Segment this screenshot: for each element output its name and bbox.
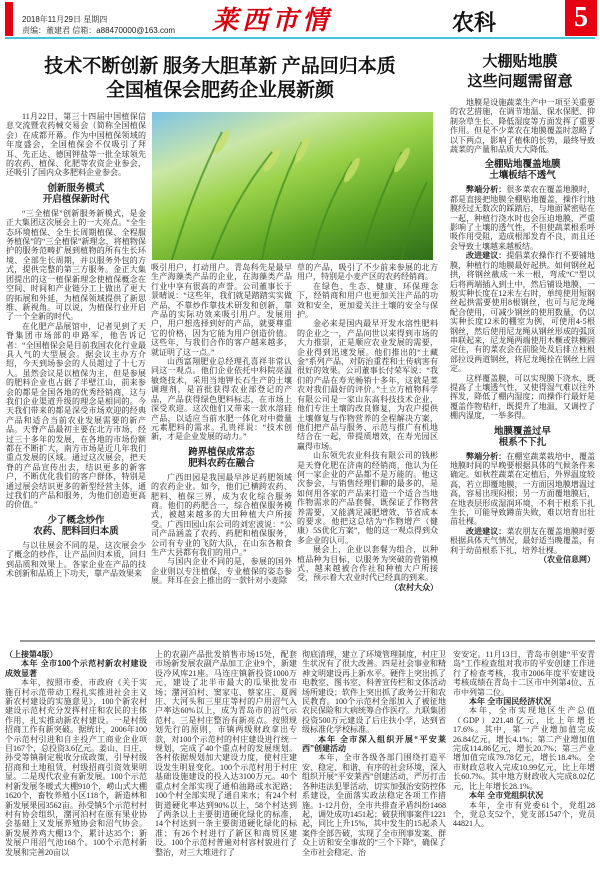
paragraph-lead: 弊端分析： [466, 451, 507, 461]
subheading: 跨界植保成常态 肥料农药在融合 [188, 446, 255, 469]
main-article-column-1 [6, 112, 146, 578]
wheat-photo [152, 112, 433, 260]
bottom-column-3 [302, 650, 446, 857]
paragraph-lead: 改进建议： [466, 251, 507, 261]
paragraph-lead: 改进建议： [466, 526, 507, 536]
paragraph [450, 251, 595, 373]
headline-line-2: 全国植保会肥药企业展新颜 [105, 80, 334, 101]
sidebar-article-body [450, 98, 595, 564]
subheading: 创新服务模式 开启植保新时代 [42, 182, 110, 205]
main-headline [0, 55, 440, 103]
paragraph: 本年，按照市委、市政府《关于实施百村示范带动工程扎实推进社会主义新农村建设的实施意见》，100个新农村建设示范村充分发挥村庄和农民的主体作用，扎实推动新农村建设。一是村级招商工作有新突破。据统计，2006年100个示范村引进和自主投产工商业企业项目167个，总投资3.6亿元。姜山、日庄、孙受等镇制定税收分成政策，引导村级招商和土地租赁，村级招商引资效果明显。二是现代农业有新发展。100个示范村新发展冬暖式大棚910个，崂山式大棚1620个，畜牧养殖小区118个，新造林和新发展果园3562亩。孙受镇5个示范村村村有协会组织，潴河泊村在原有果业协会基础上又发展养殖协会和沼气协会。新发展养鸡大棚13个，累计达35个；新发展户用沼气池168个。100个示范村新发展和完善20亩以 [5, 678, 147, 857]
sidebar-article-title [445, 52, 595, 92]
main-article-column-3 [297, 263, 438, 592]
paragraph: 本年，全市各级各部门围绕打造平安、稳定、和谐、有序的社会环境，深入组织开展“平安莱西”创建活动，严厉打击各种违法犯罪活动，切实加强治安防控体系建设，全面落实政法稳定各项工作措施。1-12月份，全市共排查矛盾纠纷1468起，调处成功1451起；破获刑事案件1221起，同比上升15%，其中发生的15起杀人案件全部告破，实现了全市刑事发案、群众上访和安全事故的“三个下降”，确保了全市社会稳定、治 [302, 753, 446, 857]
main-article-column-2 [151, 263, 292, 586]
header-rule [5, 37, 595, 39]
paragraph: 与以往展会不同的是，这次展会少了概念的炒作，让产品回归本质，回归到品质和效果上。各家企业在产品的技术创新和品质上下功夫，靠产品效果来 [6, 540, 146, 579]
page-number: 5 [565, 0, 597, 36]
paragraph-text: 很多菜农在覆盖地膜时，都是直接把地膜全棚贴地覆盖，操作行地膜经过无数次的踩踏后，与地面紧密贴在一起，种植行浇水时也会压迫地膜，严重影响了土壤的透气性，不但使蔬菜根系呼吸作用受阻，造成根部发育不良，而且还会导致土壤越来越板结。 [450, 185, 596, 251]
paragraph: 山西富翔肥业总经理孔喜祥非常认同这一观点。他们企业依托中科院亮温敏烧技术，采用当地钾长石生产的土壤调理剂，是首批获得农业部登记的产品，产品获得绿色肥料标志，在市场上深受欢迎。这次他们又带来一款水溶硅产品，以适应当前水肥一体化对中微量元素肥料的需求。孔贵祥说：“技术创新，才是企业发展的动力。” [151, 357, 292, 442]
paragraph [450, 185, 595, 251]
paragraph: “三全植保”创新服务新模式，是金正大集团这次展会上的一大亮点。“全生态环境植保、全生长周期植保、全程服务植保”的“三全植保”新理念，将植物保护的服务范畴扩展到植物的所有生长环境、全部生长周期，并以服务外包的方式，提供完整的第三方服务。金正大集团提出的这一植保新理念使植保概念在空间、时间和产业链分工上做出了更大的拓展和外延，为植保领域提供了新思维、新视角。可以说，为植保行业开启了一个全新的时代。 [6, 208, 146, 322]
masthead-red-bar [5, 2, 13, 36]
paragraph: 山东领先农业科技有限公司的钱彬是天脊化肥在济南的经销商，他认为任何一家企业的产品都不是万能的。他这次参会，与销售经理们聊的最多的，是如何用各家的产品来打造一个适合当地作物需求的产品套餐，既保证了作物营养需要，又能满足减肥增效、节省成本的要求。他把这总结为“作物增产（健康）5S优化方案”，他的这一观点得到众多企业的认可。 [297, 451, 438, 545]
bottom-column-2 [155, 650, 297, 857]
bottom-column-4 [453, 650, 595, 829]
paragraph-text: 在棚室蔬菜栽培中，覆盖地膜时间的早晚要根据具体的气候条件来确定。如秋茬蔬菜在定植后，外界温度较高，若立即覆地膜，一方面因地膜增温过高，容易出现闷根；另一方面覆地膜后，在地表层形成湿润环境，不利于根系下扎生长，可能导致蹲苗失败，难以培育出壮苗壮棵。 [450, 451, 596, 527]
bottom-column-1 [5, 650, 147, 857]
source-credit: （农村大众） [390, 582, 438, 592]
subheading: 本年 全市深入组织开展“平安莱西”创建活动 [302, 734, 446, 754]
paragraph: 吸引用户，打动用户。青岛科先是最早生产海藻类产品的企业，在海藻类产品行业中享有很高的声誉。公司董事长于景晴说：“这些年，我们就是踏踏实实做产品，不靠炒作靠技术研发和创新，靠产品的实际功效来吸引用户。发展用户，用户想选择到好的产品，就要尊重它的价格，因为它能为用户创造价值。这些年，与我们合作的客户越来越多，就证明了这一点。” [151, 263, 292, 357]
issue-date: 2018年11月29日 星期四 [22, 15, 108, 24]
subheading: 本年 全市党组织状况 [469, 791, 544, 801]
subheading: 本年 全市100个示范村新农村建设成效显著 [5, 659, 147, 678]
newspaper-logo: 莱西市情 [212, 6, 333, 35]
paragraph: 安安定。11月13日，青岛市创建“平安青岛”工作检查组对我市的平安创建工作进行了检查考核，我市2006年度平安建设考核成绩在青岛十二区市中列第4位、五市中列第二位。 [453, 650, 595, 697]
paragraph: 11月22日，第三十四届中国植保信息交流暨农药械交易会（简称全国植保会）在成都开幕。作为中国植保领域的年度盛会，全国植保会不仅吸引了拜耳、先正达、德国钾盐等一批全球领先的农药、植保、化肥等农资企业参会，还吸引了国内众多肥料企业参会。 [6, 112, 146, 178]
paragraph: 广西田园是我国最早涉足药肥领域的农药企业。如今，他们已横跨农药、肥料、植保三界，成为农化综合服务商。他们的药肥合一，综合植保服务模式，被越来越多的大田种植大户所接受。广西田园山东公司的刘宏波说：“公司产品涵盖了农药、药肥和植保服务，公司有专业的飞防大队，在山东各粮食生产大县都有我们的用户。” [151, 472, 292, 557]
paragraph: 本年，全市有党委61个，党组28个，党总支52个，党支部1547个，党员44821人。 [453, 800, 595, 829]
source-credit: （农业信息网） [539, 555, 595, 565]
subheading: 地膜覆盖过早 根系不下扎 [493, 425, 551, 448]
paragraph: 草的产品，吸引了不少前来参展的北方用户，特别是小麦产区的农药经销商。 [297, 263, 438, 282]
paragraph [450, 527, 595, 555]
subheading: 全棚贴地覆盖地膜 土壤板结不透气 [484, 159, 561, 182]
paragraph: 与国内企业不同的是，参展的国外企业则以专注植保，专业植保的姿态参展。拜耳在会上推出的一款针对小麦除 [151, 557, 292, 586]
section-name: 农科 [452, 10, 497, 35]
paragraph [450, 452, 595, 527]
paragraph-lead: 弊端分析： [466, 185, 507, 195]
headline-line-1: 技术不断创新 服务大胆革新 产品回归本质 [44, 56, 396, 77]
paragraph-text: 提倡菜农操作行不要铺地膜，种植行的地膜最好起拱。如何钢丝起拱，将钢丝截成一米一根，弯成“C”型以后将两端插入到土中，然后铺设地膜，一般实种长度在12米左右时，单纯使用短钢丝起拱需要使用8根钢丝，也可与尼龙绳配合使用，可减少钢丝的使用数量，仍以实种长度12米的棚室为例，可使用4-5根钢丝，然后使用尼龙绳从钢丝形成的弧顶串联起来，尼龙绳两端使用木橛或铁橛固定住，有的菜农会在前脸处及后排立柱根部拉设两道钢丝，将尼龙绳拴在钢丝上固定。 [450, 251, 596, 374]
paragraph-text: 菜农朋友在覆盖地膜时要根据具体天气情况，最好适当晚覆盖，有利于幼苗根系下扎，培养壮棵。 [450, 526, 596, 555]
subheading: 少了概念炒作 农药、肥料回归本质 [33, 514, 119, 537]
paragraph: 彻底清理，建立了环境管理制度，村庄卫生状况有了很大改善。四是社会事业和精神文明建设再上新水平。硬件上突出抓了电教室、图书室、科普宣传栏和文体活动场所建设；软件上突出抓了政务公开和农民教育。100个示范村全部加入了被征地农民保险和大病统筹合作医疗。九联集团投资500万元建设了后庄扶小学，达到省级标准化学校标准。 [302, 650, 446, 735]
paragraph: 在绿色、生态、健康、环保理念下，经销商和用户也更加关注产品的功效和安全，更加爱关注土壤的安全与保护。 [297, 281, 438, 320]
editor-info: 责编：董建君 信箱：a88470000@163.com [22, 26, 176, 35]
paragraph: 在化肥产品展馆中，记者见到了天脊集团市场部的申路军，他告诉记者：“全国植保会是目前我国农化行业最具人气的大型展会。据会议主办方介绍，今天到场参会的人员超过了十七万人。虽然会议是以植保为主，但是参展的肥料企业也占据了半壁江山，前来参会的都是全国各地的优秀经销商，这与我们企业渠道升级的理念是相同的。今天我们带来的都是深受市场欢迎的经典产品和适合当前农业发展需要的新产品。天脊产品最初主要在北方市场，经过三十多年的发展，在各地的市场份额都在不断扩大，南方市场是近几年我们重点发展的区域。通过这次展会，把天脊的产品宣传出去，结识更多的新客户，不断优化我们的客户群体，特别是通过展会结识更多的新型经营主体，通过我们的产品和服务，为他们创造更高的价值。” [6, 321, 146, 510]
sidebar-title-line-2: 这些问题需留意 [467, 74, 573, 90]
section-divider [20, 640, 595, 642]
paragraph: 金必来是国内最早开发水溶性肥料的企业之一，产品问世以来得到市场的大力推崇，正是顺应农业发展的需要，企业得到迅速发展。他们推出的“土藏金”系列产品，对防治重茬和土传病害有很好的效果。公司董事长付荣军说：“我们的产品在寿光畅销十多年，这就是菜农对我们最好的评价。”土立方植物科学有限公司是一家山东高科技技术企业，他们专注土壤的改良修复，为农户提供土壤修复与作物营养的全程解决方案，他们把产品与服务、示范与推广有机地结合在一起，带提质增效，在寿光园区赢得市场。 [297, 319, 438, 451]
paragraph: 上的农副产品批发销售市场15处，配套市场新发展农副产品加工企业9个，新建设冷风库21座。马连庄镇新投资1000万元，建设了北半市最大的瓜果批发市场；潴河泊村、窦家屯、蔡家庄、夏阁庄、大河头和三里庄等村的户用沼气入户率达60%以上，成为青岛市的沼气示范村。三是村庄整治有新亮点。按照规划先行的原则，市镇两级财政拿出专款，对100个示范村的村庄建设进行统一规划，完成了40个重点村的发展规划。各村依据规划加大建设力度，使村庄建设发生明显变化。100个示范村用于村庄基础设施建设的投入达3100万元。40个重点村全部实现了通柏油路或水泥路；100个村全部实现了通自来水；有24个村街道硬化率达到90%以上，58个村达到了两条以上主要街道硬化绿化的标准，14个村达到一条主要街道硬化绿化的标准；有26个村进行了新区和商贸区建设。100个示范村普遍对村容村貌进行了整治，对三大堆进行了 [155, 650, 297, 857]
paragraph: 本年，全市实现地区生产总值（GDP）221.48亿元，比上年增长17.6%。其中，第一产业增加值完成26.84亿元，增长4.1%；第二产业增加值完成114.86亿元，增长20.7%；第三产业增加值完成79.78亿元，增长18.4%。全市财政总收入完成10.99亿元，比上年增长60.7%。其中地方财政收入完成8.02亿元，比上年增长28.1%。 [453, 706, 595, 791]
paragraph: 展会上，企业以套餐为组合，以种植品种为目标，以服务为突破的营销模式，越来越被合作社和种植大户所接受，预示着大农业时代已经真的到来。 [297, 545, 438, 583]
paragraph: 地膜是设施蔬菜生产中一项至关重要的农艺措施，在调节地温、保水保肥、抑制杂草生长、降低湿度等方面发挥了重要作用。但是不少菜农在地膜覆盖时忽略了以下两点，影响了植株的长势，最终导致蔬菜的产量和品质大大降低。 [450, 98, 595, 155]
masthead-meta [22, 14, 175, 36]
sidebar-title-line-1: 大棚贴地膜 [482, 54, 558, 70]
paragraph: 这样覆盖膜，可以实现膜下浇水，既提高了土壤透气性，又使得湿气难以往外挥发，降低了棚内湿度；而操作行最好是覆盖作物秸秆，既提升了地温，又调控了棚内湿度，一举多得。 [450, 373, 595, 421]
continued-note: （上接第4版） [5, 650, 58, 659]
subheading: 本年 全市国民经济状况 [469, 697, 552, 707]
